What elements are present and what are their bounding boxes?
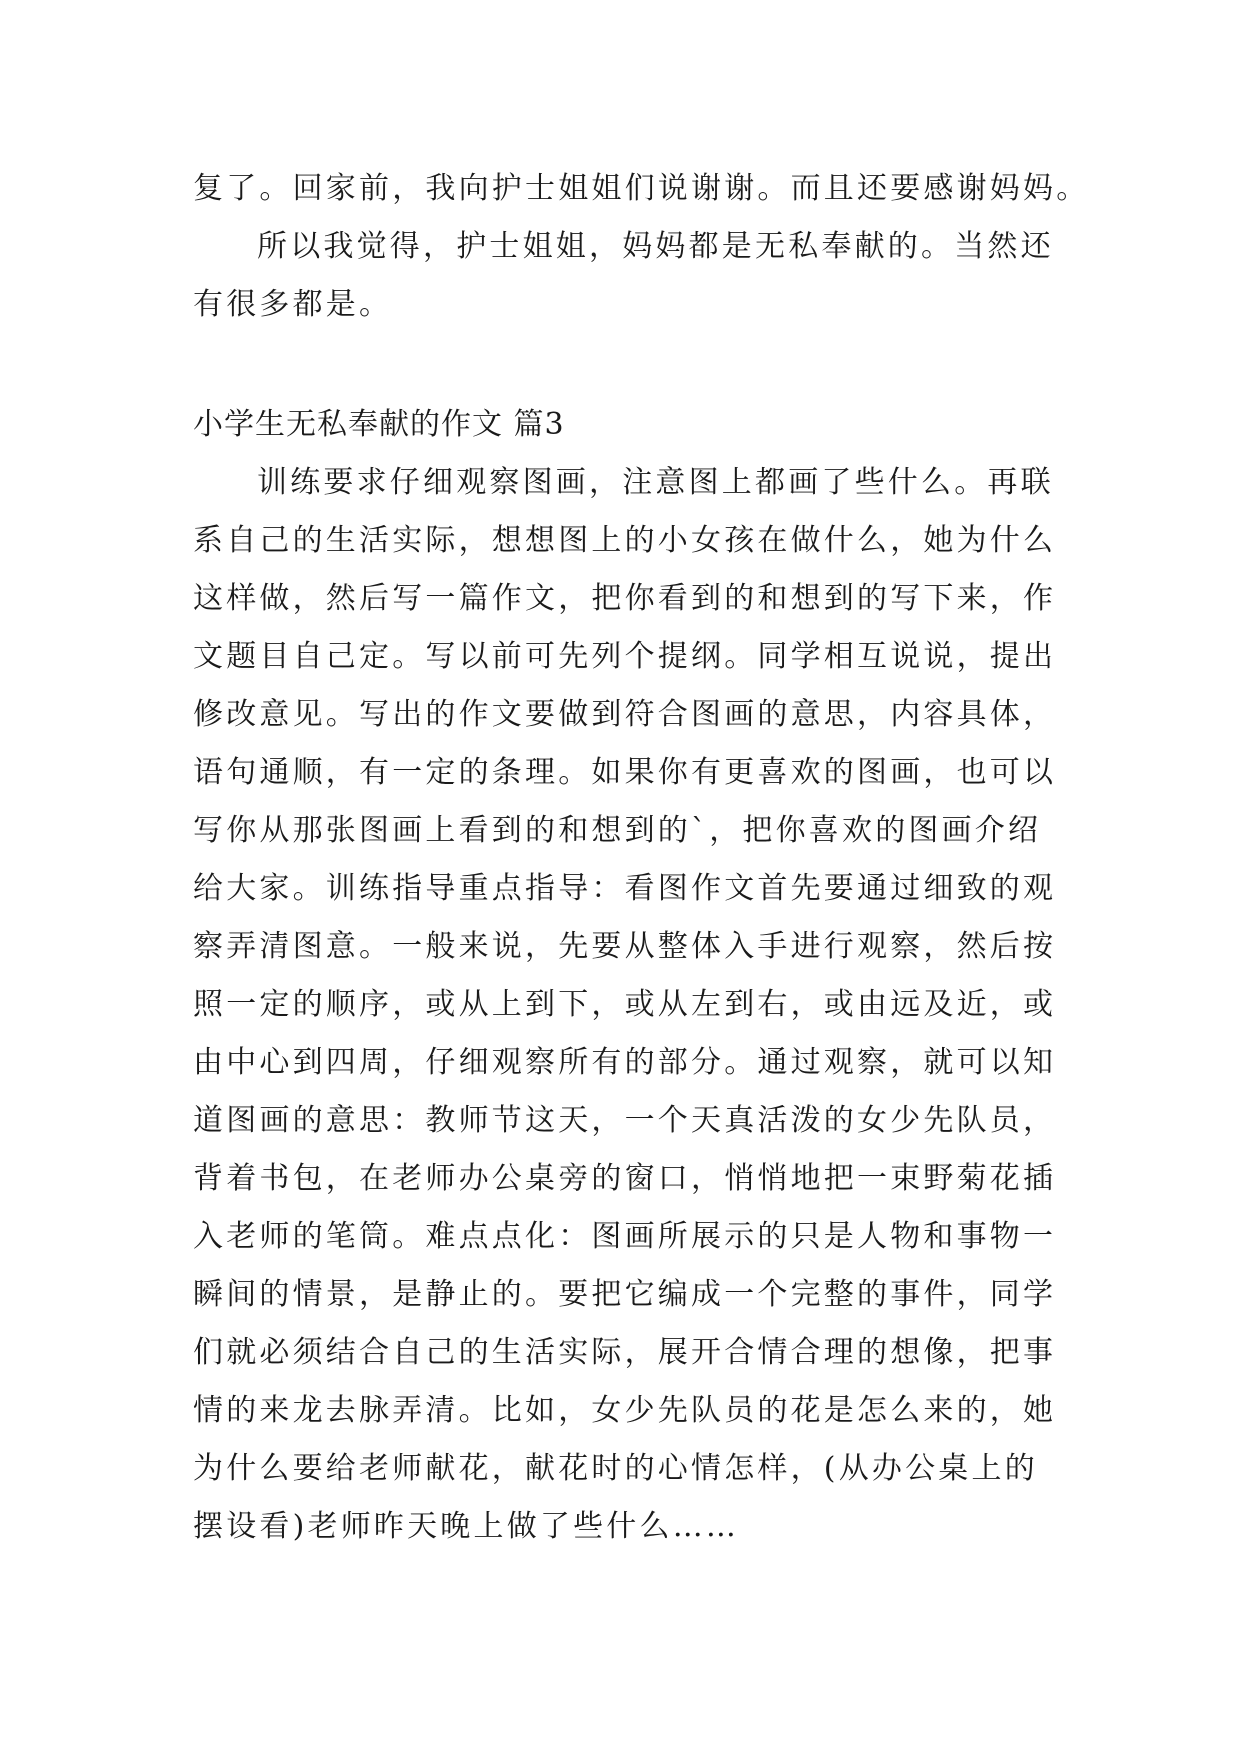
- paragraph-line: 背着书包，在老师办公桌旁的窗口，悄悄地把一束野菊花插: [193, 1161, 1057, 1196]
- paragraph-line: 所以我觉得，护士姐姐，妈妈都是无私奉献的。当然还: [257, 229, 1054, 264]
- paragraph-line: 系自己的生活实际，想想图上的小女孩在做什么，她为什么: [193, 523, 1057, 558]
- paragraph-line: 语句通顺，有一定的条理。如果你有更喜欢的图画，也可以: [193, 755, 1057, 790]
- paragraph-line: 照一定的顺序，或从上到下，或从左到右，或由远及近，或: [193, 987, 1057, 1022]
- paragraph-line: 为什么要给老师献花，献花时的心情怎样，(从办公桌上的: [193, 1451, 1038, 1486]
- paragraph-line: 复了。回家前，我向护士姐姐们说谢谢。而且还要感谢妈妈。: [193, 171, 1090, 206]
- section-heading: 小学生无私奉献的作文 篇3: [193, 407, 565, 442]
- paragraph-line: 察弄清图意。一般来说，先要从整体入手进行观察，然后按: [193, 929, 1057, 964]
- paragraph-line: 情的来龙去脉弄清。比如，女少先队员的花是怎么来的，她: [193, 1393, 1057, 1428]
- paragraph-line: 训练要求仔细观察图画，注意图上都画了些什么。再联: [257, 465, 1054, 500]
- paragraph-line: 道图画的意思：教师节这天，一个天真活泼的女少先队员，: [193, 1103, 1057, 1138]
- paragraph-line: 写你从那张图画上看到的和想到的`，把你喜欢的图画介绍: [193, 813, 1042, 848]
- paragraph-line: 有很多都是。: [193, 287, 393, 322]
- document-content: [193, 160, 1090, 1556]
- paragraph-line: 摆设看)老师昨天晚上做了些什么……: [193, 1509, 740, 1544]
- paragraph-line: 文题目自己定。写以前可先列个提纲。同学相互说说，提出: [193, 639, 1057, 674]
- paragraph-line: 给大家。训练指导重点指导：看图作文首先要通过细致的观: [193, 871, 1057, 906]
- paragraph-line: 这样做，然后写一篇作文，把你看到的和想到的写下来，作: [193, 581, 1057, 616]
- paragraph-line: 由中心到四周，仔细观察所有的部分。通过观察，就可以知: [193, 1045, 1057, 1080]
- section-spacer: [193, 334, 1053, 396]
- paragraph-line: 瞬间的情景，是静止的。要把它编成一个完整的事件，同学: [193, 1277, 1057, 1312]
- paragraph-line: 们就必须结合自己的生活实际，展开合情合理的想像，把事: [193, 1335, 1057, 1370]
- paragraph-line: 修改意见。写出的作文要做到符合图画的意思，内容具体，: [193, 697, 1057, 732]
- paragraph-line: 入老师的笔筒。难点点化：图画所展示的只是人物和事物一: [193, 1219, 1057, 1254]
